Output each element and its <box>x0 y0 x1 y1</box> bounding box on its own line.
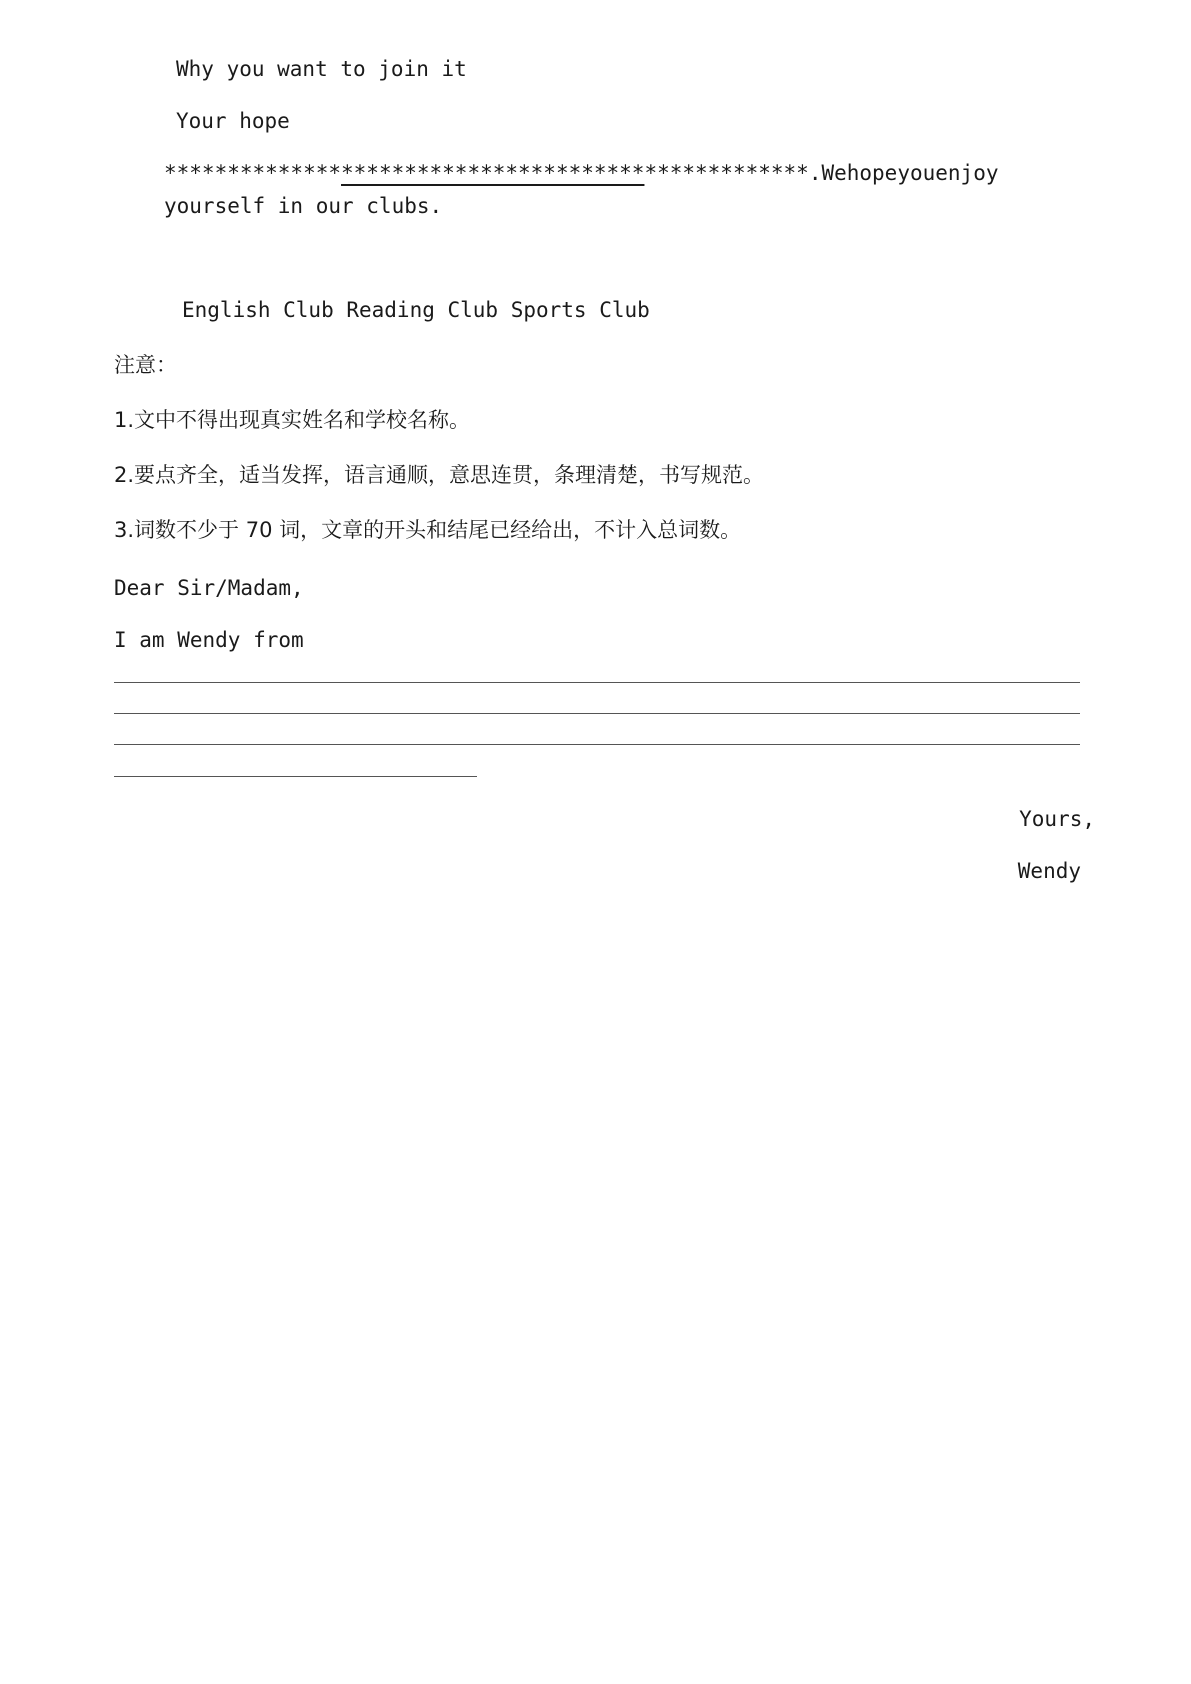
note-item-2: 2.要点齐全，适当发挥，语言通顺，意思连贯，条理清楚，书写规范。 <box>114 463 765 487</box>
letter-opening: I am Wendy from <box>114 628 304 652</box>
writing-line-1[interactable] <box>114 682 1080 683</box>
note-item-3: 3.词数不少于 70 词，文章的开头和结尾已经给出，不计入总词数。 <box>114 518 742 542</box>
writing-line-4[interactable] <box>114 776 477 777</box>
tip-your-hope: Your hope <box>176 109 290 133</box>
stars-segment-1: ************** <box>164 161 342 185</box>
letter-salutation: Dear Sir/Madam, <box>114 576 304 600</box>
stars-segment-3: ************* <box>644 161 809 185</box>
notes-heading: 注意： <box>114 353 177 377</box>
letter-signature: Wendy <box>1017 859 1081 883</box>
clubs-list: English Club Reading Club Sports Club <box>182 298 650 322</box>
stars-line-continuation: yourself in our clubs. <box>164 194 443 218</box>
letter-closing: Yours, <box>1019 807 1095 831</box>
writing-line-2[interactable] <box>114 713 1080 714</box>
note-item-1: 1.文中不得出现真实姓名和学校名称。 <box>114 408 471 432</box>
tip-why-join: Why you want to join it <box>176 57 467 81</box>
stars-line <box>164 161 998 186</box>
stars-segment-underlined: ************************ <box>341 161 645 185</box>
stars-line-ending: .Wehopeyouenjoy <box>808 161 999 185</box>
writing-line-3[interactable] <box>114 744 1080 745</box>
